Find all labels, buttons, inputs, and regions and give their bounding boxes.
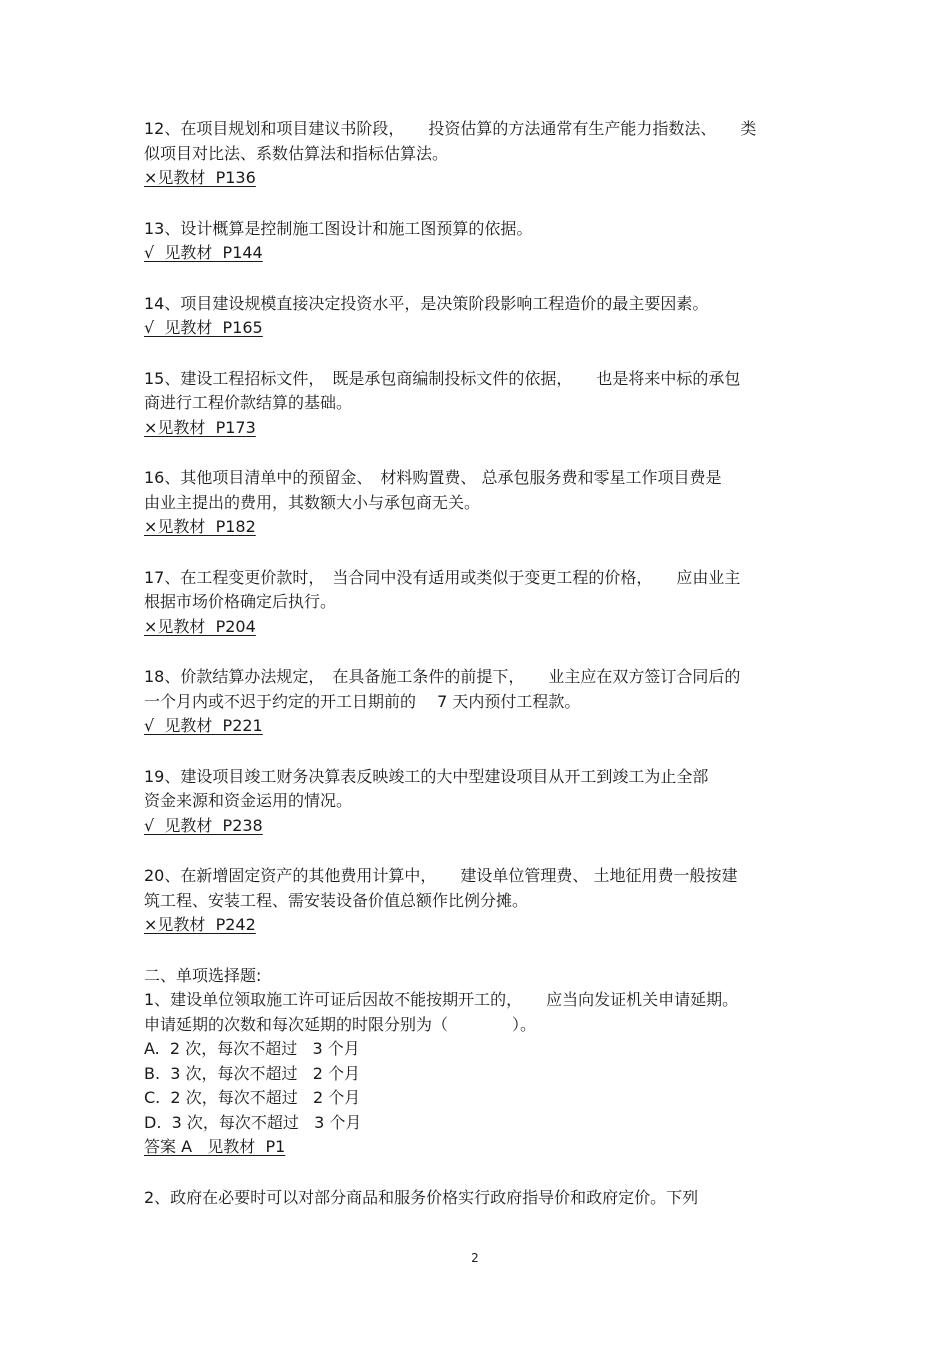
question-line: 一个月内或不迟于约定的开工日期前的 7 天内预付工程款。 <box>144 691 581 711</box>
question-line: 由业主提出的费用，其数额大小与承包商无关。 <box>144 492 481 512</box>
answer-line: ×见教材 P173 <box>144 417 256 437</box>
answer-line: ×见教材 P242 <box>144 915 256 934</box>
question-line: 申请延期的次数和每次延期的时限分别为（ ）。 <box>144 1014 537 1034</box>
page-number: 2 <box>471 1251 479 1265</box>
question-line: 18、价款结算办法规定， 在具备施工条件的前提下， 业主应在双方签订合同后的 <box>144 667 741 686</box>
question-15 <box>144 367 814 441</box>
question-14 <box>144 292 814 341</box>
question-line: 1、建设单位领取施工许可证后因故不能按期开工的， 应当向发证机关申请延期。 <box>144 990 739 1009</box>
question-13 <box>144 217 814 266</box>
question-line: 15、建设工程招标文件， 既是承包商编制投标文件的依据， 也是将来中标的承包 <box>144 368 741 388</box>
answer-line: √ 见教材 P144 <box>144 243 263 262</box>
question-line: 12、在项目规划和项目建议书阶段， 投资估算的方法通常有生产能力指数法、 类 <box>144 119 757 138</box>
answer-line: ×见教材 P136 <box>144 168 256 187</box>
question-16 <box>144 466 814 540</box>
option-c: C. 2 次，每次不超过 2 个月 <box>144 1088 361 1107</box>
option-a: A. 2 次，每次不超过 3 个月 <box>144 1039 360 1058</box>
question-line: 16、其他项目清单中的预留金、 材料购置费、 总承包服务费和零星工作项目费是 <box>144 468 722 487</box>
option-d: D. 3 次，每次不超过 3 个月 <box>144 1112 362 1132</box>
question-line: 根据市场价格确定后执行。 <box>144 592 337 611</box>
question-line: 商进行工程价款结算的基础。 <box>144 393 353 412</box>
question-line: 14、项目建设规模直接决定投资水平，是决策阶段影响工程造价的最主要因素。 <box>144 293 709 313</box>
question-line: 筑工程、安装工程、需安装设备价值总额作比例分摊。 <box>144 890 529 910</box>
question-line: 20、在新增固定资产的其他费用计算中， 建设单位管理费、 土地征用费一般按建 <box>144 866 738 885</box>
page-content <box>144 117 814 1236</box>
section-two <box>144 964 814 1160</box>
answer-line: ×见教材 P204 <box>144 616 256 636</box>
question-20 <box>144 864 814 938</box>
question-18 <box>144 665 814 739</box>
answer-line: ×见教材 P182 <box>144 517 256 536</box>
question-line: 似项目对比法、系数估算法和指标估算法。 <box>144 143 449 163</box>
answer-line: √ 见教材 P165 <box>144 318 263 337</box>
question-line: 13、设计概算是控制施工图设计和施工图预算的依据。 <box>144 218 533 238</box>
question-line: 19、建设项目竣工财务决算表反映竣工的大中型建设项目从开工到竣工为止全部 <box>144 766 709 786</box>
question-line: 17、在工程变更价款时， 当合同中没有适用或类似于变更工程的价格， 应由业主 <box>144 567 741 587</box>
answer-line: √ 见教材 P238 <box>144 815 263 835</box>
question-2 <box>144 1186 814 1211</box>
question-12 <box>144 117 814 191</box>
section-title: 二、单项选择题: <box>144 965 262 985</box>
question-line: 资金来源和资金运用的情况。 <box>144 791 353 810</box>
answer-line: 答案 A 见教材 P1 <box>144 1137 286 1156</box>
answer-line: √ 见教材 P221 <box>144 716 263 735</box>
question-17 <box>144 566 814 640</box>
question-line: 2、政府在必要时可以对部分商品和服务价格实行政府指导价和政府定价。下列 <box>144 1187 699 1207</box>
question-19 <box>144 765 814 839</box>
option-b: B. 3 次，每次不超过 2 个月 <box>144 1063 361 1083</box>
